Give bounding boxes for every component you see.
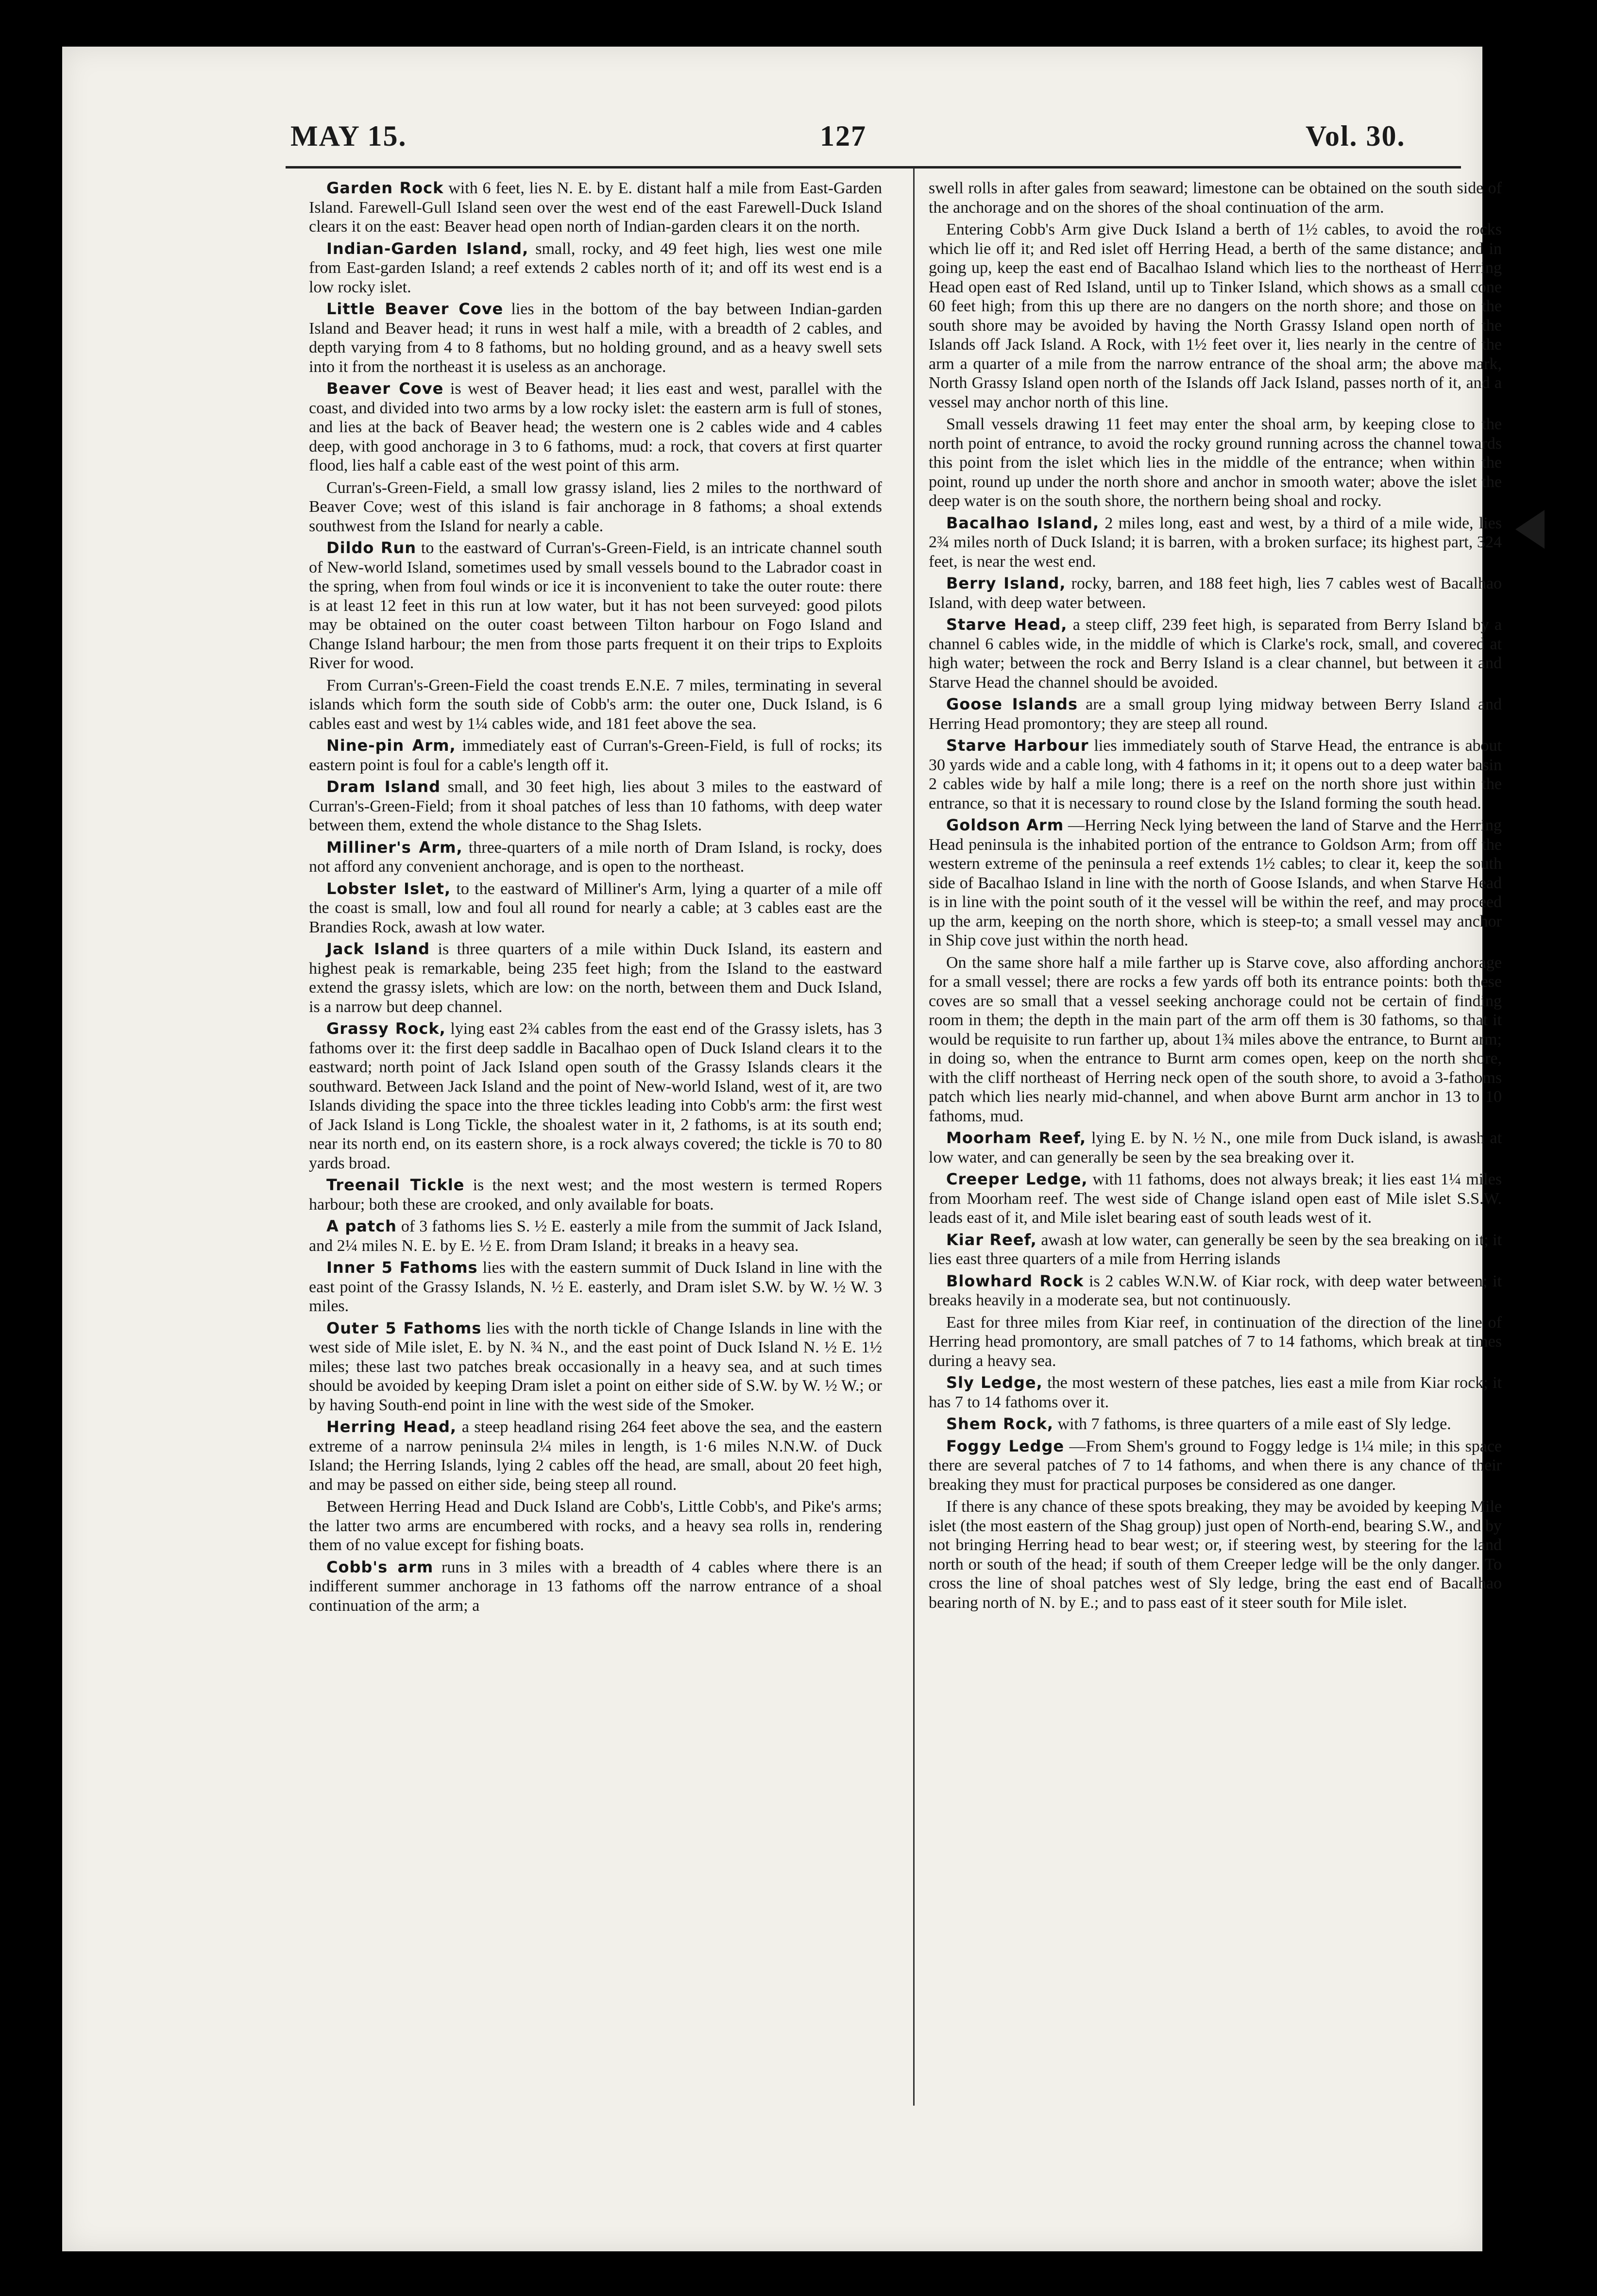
paragraph-heading: Indian-Garden Island, xyxy=(326,239,529,258)
paragraph-text: lying E. by N. ½ N., one mile from Duck island, is awash at low water, and can generally be seen by the sea breaking over it. xyxy=(929,1129,1502,1166)
paragraph-text: lies with the eastern summit of Duck Island in line with the east point of the Grassy Islands, N. ½ E. easterly, and Dram islet S.W. by W. ½ W. 3 miles. xyxy=(309,1259,882,1315)
paragraph-text: If there is any chance of these spots breaking, they may be avoided by keeping Mile islet (the most eastern of the Shag group) just open of North-end, bearing S.W., and by not bringing Herring head to bear west; or, if steering west, by steering for the land north or south of the head; if south of them Creeper ledge will be the only danger. To cross the line of shoal patches west of Sly ledge, bring the east end of Bacalhao bearing north of N. by E.; and to pass east of it steer south for Mile islet. xyxy=(929,1498,1502,1612)
paragraph-text: swell rolls in after gales from seaward; limestone can be obtained on the south side of the anchorage and on the shores of the shoal continuation of the arm. xyxy=(929,179,1502,217)
paragraph-text: Between Herring Head and Duck Island are Cobb's, Little Cobb's, and Pike's arms; the latter two arms are encumbered with rocks, and a heavy sea rolls in, rendering them of no value except for fishing boats. xyxy=(309,1498,882,1554)
paragraph xyxy=(929,1437,1502,1495)
paragraph-text: runs in 3 miles with a breadth of 4 cables where there is an indifferent summer anchorage in 13 fathoms off the narrow entrance of a shoal continuation of the arm; a xyxy=(309,1558,883,1615)
paragraph-heading: Kiar Reef, xyxy=(946,1230,1037,1249)
paragraph-text: lying east 2¾ cables from the east end of the Grassy islets, has 3 fathoms over it: the first deep saddle in Bacalhao open of Duck Island clears it to the eastward; north point of Jack Island open south of the Grassy Islands clears it the southward. Between Jack Island and the point of New-world Island, west of it, are two Islands dividing the space into the three tickles leading into Cobb's arm: the first west of Jack Island is Long Tickle, the shoalest water in it, 2 fathoms, is at its south end; near its north end, on its eastern shore, is a rock always covered; the tickle is 70 to 80 yards broad. xyxy=(309,1020,882,1172)
paragraph-heading: Nine-pin Arm, xyxy=(326,736,456,755)
paragraph xyxy=(929,1497,1502,1612)
paragraph-heading: Herring Head, xyxy=(326,1418,457,1436)
paragraph-text: Small vessels drawing 11 feet may enter the shoal arm, by keeping close to the north point of entrance, to avoid the rocky ground running across the channel towards this point from the islet which lies in the middle of the entrance; when within the point, round up under the north shore and anchor in smooth water; above the islet the deep water is on the south shore, the northern being shoal and rocky. xyxy=(929,415,1502,510)
paragraph-text: 2 miles long, east and west, by a third of a mile wide, lies 2¾ miles north of Duck Island; it is barren, with a broken surface; its highest part, 324 feet, is near the west end. xyxy=(929,514,1502,571)
paragraph-heading: Shem Rock, xyxy=(946,1415,1054,1433)
paragraph-heading: Garden Rock xyxy=(326,179,444,197)
paragraph xyxy=(929,1231,1502,1269)
paragraph xyxy=(929,1129,1502,1167)
paragraph-text: From Curran's-Green-Field the coast trends E.N.E. 7 miles, terminating in several islands which form the south side of Cobb's arm: the outer one, Duck Island, is 6 cables east and west by 1¼ cables wide, and 181 feet above the sea. xyxy=(309,676,882,733)
paragraph-heading: Starve Harbour xyxy=(946,736,1089,755)
paragraph-heading: Little Beaver Cove xyxy=(326,300,504,318)
paragraph xyxy=(929,1313,1502,1371)
paragraph xyxy=(309,879,882,937)
paragraph xyxy=(929,415,1502,511)
paragraph-heading: Goldson Arm xyxy=(946,816,1064,834)
paragraph-text: rocky, barren, and 188 feet high, lies 7 cables west of Bacalhao Island, with deep water between. xyxy=(929,574,1502,612)
right-column xyxy=(929,179,1502,1615)
paragraph-heading: Grassy Rock, xyxy=(326,1019,446,1038)
paragraph xyxy=(309,838,882,877)
paragraph-text: a steep headland rising 264 feet above the sea, and the eastern extreme of a narrow peninsula 2¼ miles in length, is 1·6 miles N.N.W. of Duck Island; the Herring Islands, lying 2 cables off the head, are small, about 20 feet high, and may be passed on either side, being steep all round. xyxy=(309,1418,882,1494)
paragraph xyxy=(929,179,1502,217)
paragraph xyxy=(309,1497,882,1555)
paragraph xyxy=(929,1272,1502,1310)
paragraph-text: with 6 feet, lies N. E. by E. distant half a mile from East-Garden Island. Farewell-Gull Island seen over the west end of the east Farewell-Duck Island clears it on the east: Beaver head open north of Indian-garden clears it on the north. xyxy=(309,179,882,236)
paragraph xyxy=(309,940,882,1016)
paragraph-text: a steep cliff, 239 feet high, is separated from Berry Island by a channel 6 cables wide, in the middle of which is Clarke's rock, small, and covered at high water; between the rock and Berry Island is a clear channel, but between it and Starve Head the channel should be avoided. xyxy=(929,616,1502,692)
paragraph-text: with 7 fathoms, is three quarters of a mile east of Sly ledge. xyxy=(1053,1415,1451,1433)
paragraph xyxy=(309,1558,882,1616)
paragraph xyxy=(929,1415,1502,1434)
paragraph-heading: Goose Islands xyxy=(946,695,1078,713)
paragraph-heading: Foggy Ledge xyxy=(946,1436,1065,1455)
paragraph-heading: Bacalhao Island, xyxy=(946,513,1100,532)
paragraph-heading: Blowhard Rock xyxy=(946,1271,1084,1290)
paragraph xyxy=(929,736,1502,813)
paragraph xyxy=(309,478,882,536)
paragraph xyxy=(929,574,1502,612)
paragraph-text: Curran's-Green-Field, a small low grassy island, lies 2 miles to the northward of Beaver Cove; west of this island is fair anchorage in 8 fathoms; a shoal extends southwest from the Island for nearly a cable. xyxy=(309,478,882,535)
paragraph xyxy=(309,1258,882,1316)
paragraph xyxy=(309,179,882,236)
left-column xyxy=(309,179,882,1618)
paragraph-text: of 3 fathoms lies S. ½ E. easterly a mile from the summit of Jack Island, and 2¼ miles N. E. by E. ½ E. from Dram Island; it breaks in a heavy sea. xyxy=(309,1217,883,1255)
paragraph xyxy=(309,300,882,376)
paragraph-text: with 11 fathoms, does not always break; it lies east 1¼ miles from Moorham reef. The west side of Change island open east of Mile islet S.S.W. leads east of it, and Mile islet bearing east of south leads west of it. xyxy=(929,1170,1502,1227)
paragraph-text: Entering Cobb's Arm give Duck Island a berth of 1½ cables, to avoid the rocks which lie off it; and Red islet off Herring Head, a berth of the same distance; and in going up, keep the east end of Bacalhao Island which lies to the northeast of Herring Head open east of Red Island, until up to Tinker Island, which shows as a small cone 60 feet high; from this up there are no dangers on the north shore; and those on the south shore may be avoided by having the North Grassy Island open north of the Islands off Jack Island. A Rock, with 1½ feet over it, lies nearly in the centre of the arm a quarter of a mile from the narrow entrance of the shoal arm; the above mark, North Grassy Island open north of the Islands off Jack Island, passes north of it, and a vessel may anchor north of this line. xyxy=(929,220,1502,411)
page-edge-arrow-icon xyxy=(1515,510,1545,549)
paragraph-text: —Herring Neck lying between the land of Starve and the Herring Head peninsula is the inhabited portion of the entrance to Goldson Arm; from off the western extreme of the peninsula a reef extends 1½ cables; to clear it, keep the south side of Bacalhao Island in line with the north of Goose Islands, and when Starve Head is in line with the point south of it the vessel will be within the reef, and may proceed up the arm, keeping on the north shore, which is steep-to; a small vessel may anchor in Ship cove just within the north head. xyxy=(929,816,1502,949)
header-date: MAY 15. xyxy=(290,120,407,152)
paragraph-heading: Milliner's Arm, xyxy=(326,838,463,857)
paragraph xyxy=(309,539,882,673)
paragraph xyxy=(309,379,882,475)
paragraph-text: awash at low water, can generally be seen by the sea breaking on it; it lies east three quarters of a mile from Herring islands xyxy=(929,1231,1502,1268)
paragraph-text: East for three miles from Kiar reef, in continuation of the direction of the line of Herring head promontory, are small patches of 7 to 14 fathoms, which break at times during a heavy sea. xyxy=(929,1313,1502,1370)
paragraph-heading: Berry Island, xyxy=(946,574,1066,592)
paragraph xyxy=(309,1319,882,1415)
paragraph-text: is 2 cables W.N.W. of Kiar rock, with deep water between; it breaks heavily in a moderate sea, but not continuously. xyxy=(929,1272,1502,1309)
paragraph-heading: Outer 5 Fathoms xyxy=(326,1318,482,1337)
paragraph-text: On the same shore half a mile farther up is Starve cove, also affording anchorage for a small vessel; there are rocks a few yards off both its entrance points: both these coves are so small that a vessel seeking anchorage could not be certain of finding room in them; the depth in the main part of the arm off them is 30 fathoms, so that it would be requisite to run farther up, about 1¾ miles above the entrance, to Burnt arm; in doing so, when the entrance to Burnt arm comes open, keep on the north shore, with the cliff northeast of Herring neck open of the south shore, to avoid a 3-fathoms patch which lies nearly mid-channel, and when above Burnt arm anchor in 13 to 10 fathoms, mud. xyxy=(929,953,1502,1125)
paragraph xyxy=(309,1176,882,1214)
paragraph xyxy=(309,676,882,734)
paragraph xyxy=(929,1170,1502,1228)
paragraph-text: to the eastward of Milliner's Arm, lying a quarter of a mile off the coast is small, low and foul all round for nearly a cable; at 3 cables east are the Brandies Rock, awash at low water. xyxy=(309,879,883,936)
paragraph xyxy=(309,1217,882,1255)
volume-label: Vol. 30. xyxy=(1306,120,1406,152)
paragraph-text: immediately east of Curran's-Green-Field, is full of rocks; its eastern point is foul for a cable's length off it. xyxy=(309,737,883,774)
paragraph-text: —From Shem's ground to Foggy ledge is 1¼ mile; in this space there are several patches of 7 to 14 fathoms, and when there is any chance of their breaking they must for practical purposes be considered as one danger. xyxy=(929,1437,1502,1494)
page-number: 127 xyxy=(820,120,866,152)
document-page xyxy=(62,47,1502,2251)
paragraph-text: small, rocky, and 49 feet high, lies west one mile from East-garden Island; a reef extends 2 cables north of it; and off its west end is a low rocky islet. xyxy=(309,239,882,296)
paragraph xyxy=(309,1019,882,1173)
paragraph-text: to the eastward of Curran's-Green-Field, is an intricate channel south of New-world Island, sometimes used by small vessels bound to the Labrador coast in the spring, when from foul winds or ice it is inconvenient to take the outer route: there is at least 12 feet in this run at low water, but it has not been surveyed: good pilots may be obtained on the outer coast between Tilton harbour on Fogo Island and Change Island harbour; the men from those parts frequent it on their trips to Exploits River for wood. xyxy=(309,539,883,672)
paragraph-heading: A patch xyxy=(326,1217,397,1235)
paragraph xyxy=(929,695,1502,733)
paragraph xyxy=(929,615,1502,692)
paragraph-text: small, and 30 feet high, lies about 3 miles to the eastward of Curran's-Green-Field; from it shoal patches of less than 10 fathoms, with deep water between them, extend the whole distance to the Shag Islets. xyxy=(309,778,882,834)
paragraph xyxy=(929,514,1502,572)
paragraph xyxy=(929,953,1502,1126)
paragraph xyxy=(309,777,882,835)
paragraph-heading: Inner 5 Fathoms xyxy=(326,1258,478,1277)
paragraph-heading: Lobster Islet, xyxy=(326,879,451,898)
paragraph-text: is the next west; and the most western is termed Ropers harbour; both these are crooked, and only available for boats. xyxy=(309,1176,882,1214)
paragraph-heading: Sly Ledge, xyxy=(946,1373,1043,1392)
paragraph-text: the most western of these patches, lies east a mile from Kiar rock; it has 7 to 14 fathoms over it. xyxy=(929,1374,1502,1411)
paragraph-text: lies immediately south of Starve Head, the entrance is about 30 yards wide and a cable long, with 4 fathoms in it; it opens out to a deep water basin 2 cables wide by half a mile long; there is a reef on the north shore just within the entrance, so that it is necessary to round close by the Island forming the south head. xyxy=(929,737,1502,812)
paragraph-text: lies in the bottom of the bay between Indian-garden Island and Beaver head; it runs in west half a mile, with a breadth of 2 cables, and depth varying from 4 to 8 fathoms, but no holding ground, and as a heavy swell sets into it from the northeast it is useless as an anchorage. xyxy=(309,300,883,376)
paragraph-heading: Cobb's arm xyxy=(326,1557,434,1576)
paragraph xyxy=(929,1373,1502,1412)
paragraph-heading: Dildo Run xyxy=(326,539,417,557)
paragraph-heading: Treenail Tickle xyxy=(326,1176,465,1194)
paragraph-text: are a small group lying midway between Berry Island and Herring Head promontory; they are steep all round. xyxy=(929,695,1502,733)
paragraph-text: three-quarters of a mile north of Dram Island, is rocky, does not afford any convenient anchorage, and is open to the northeast. xyxy=(309,838,883,876)
paragraph-text: is three quarters of a mile within Duck Island, its eastern and highest peak is remarkable, being 235 feet high; from the Island to the eastward extend the grassy islets, which are low: on the north, between them and Duck Island, is a narrow but deep channel. xyxy=(309,940,883,1016)
paragraph-heading: Jack Island xyxy=(326,940,430,958)
paragraph-heading: Dram Island xyxy=(326,777,441,796)
paragraph-heading: Moorham Reef, xyxy=(946,1129,1087,1147)
paragraph xyxy=(929,816,1502,950)
paragraph xyxy=(309,736,882,775)
paragraph xyxy=(309,239,882,297)
paragraph-heading: Beaver Cove xyxy=(326,379,444,398)
paragraph-heading: Creeper Ledge, xyxy=(946,1170,1088,1188)
paragraph-heading: Starve Head, xyxy=(946,615,1068,634)
paragraph-text: lies with the north tickle of Change Islands in line with the west side of Mile islet, E. by N. ¾ N., and the east point of Duck Island N. ½ E. 1½ miles; these last two patches break occasionally in a heavy sea, and at such times should be avoided by keeping Dram islet a point on either side of S.W. by W. ½ W.; or by having South-end point in line with the west side of the Smoker. xyxy=(309,1319,883,1414)
header-rule xyxy=(286,166,1461,169)
paragraph xyxy=(929,220,1502,412)
paragraph-text: is west of Beaver head; it lies east and west, parallel with the coast, and divided into two arms by a low rocky islet: the eastern arm is full of stones, and lies at the back of Beaver head; the western one is 2 cables wide and 4 cables deep, with good anchorage in 3 to 6 fathoms, mud: a rock, that covers at first quarter flood, lies half a cable east of the west point of this arm. xyxy=(309,380,882,474)
column-divider xyxy=(913,168,915,2106)
paragraph xyxy=(309,1418,882,1494)
